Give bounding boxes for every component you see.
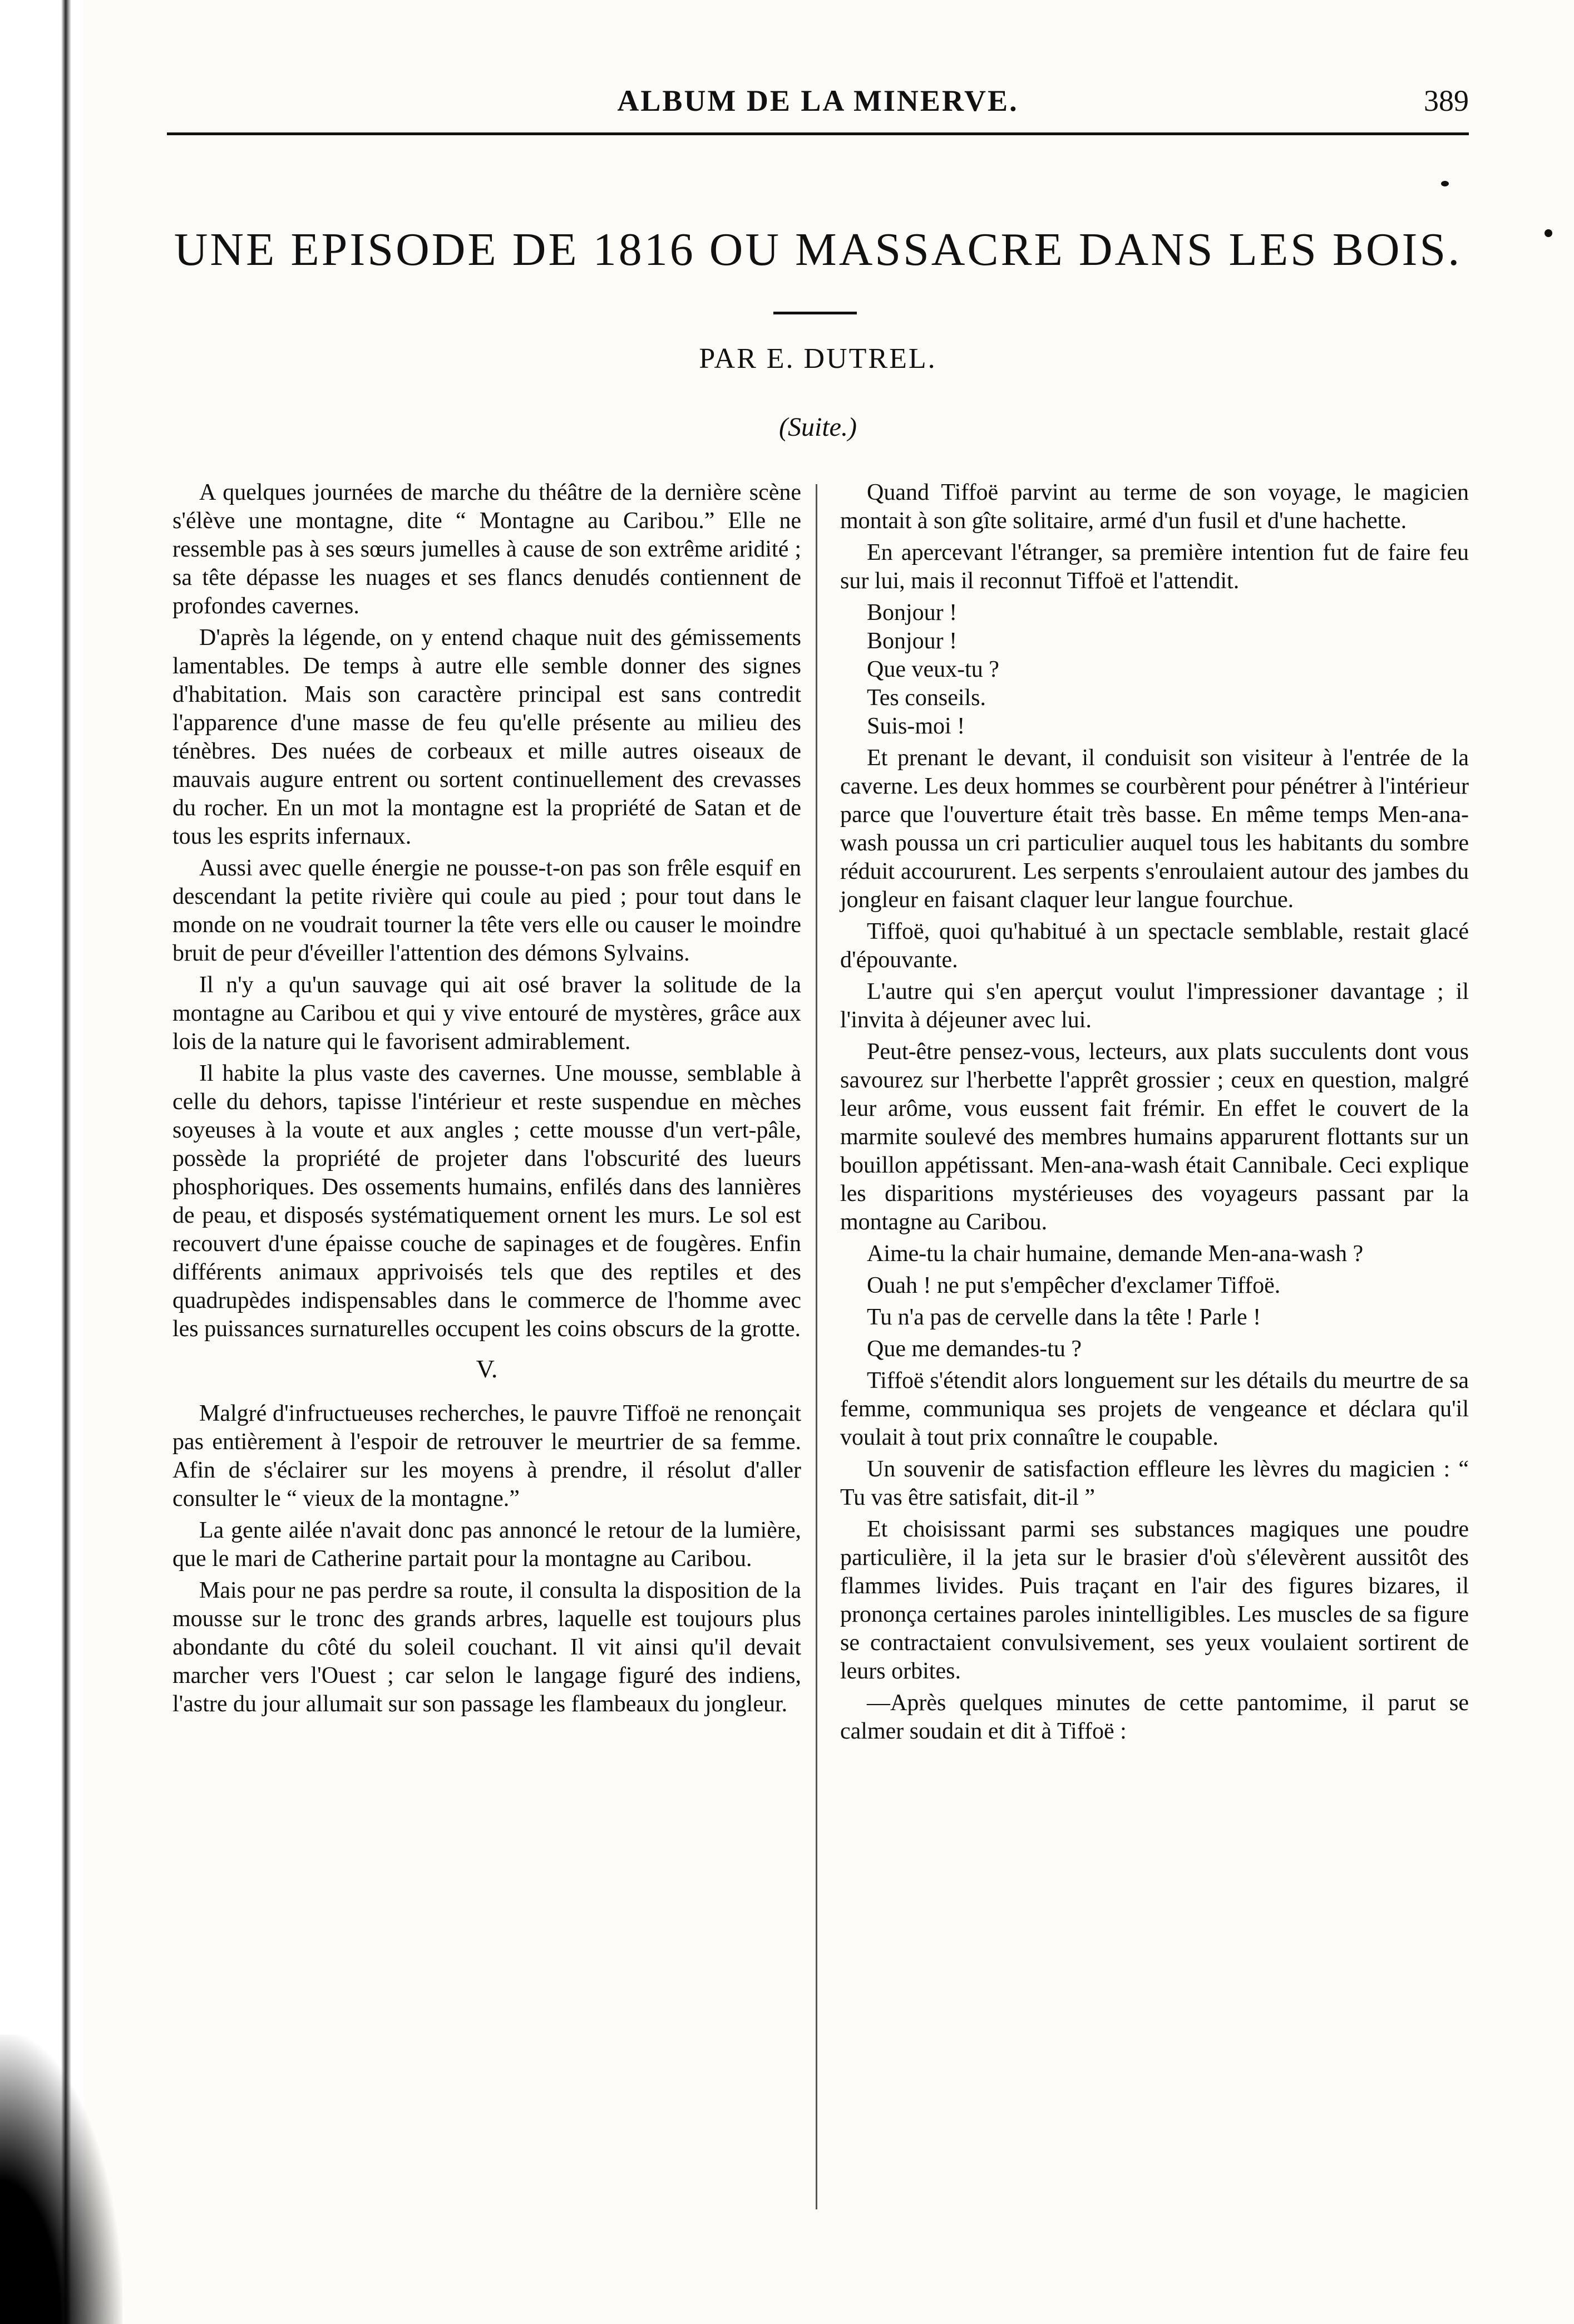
paragraph: —Après quelques minutes de cette pantomime, il parut se calmer soudain et dit à Tiffoë :	[840, 1690, 1469, 1744]
paragraph: Que me demandes-tu ?	[867, 1336, 1082, 1362]
binding-shadow	[0, 2035, 122, 2324]
column-divider	[816, 484, 817, 2209]
paragraph: A quelques journées de marche du théâtre de la dernière scène s'élève une montagne, dite “ Montagne au Caribou.” Elle ne ressemble pas à ses sœurs jumelles à cause de son extrême aridité ; sa tête dépasse les nuages et ses flancs denudés contiennent de profondes cavernes.	[172, 480, 801, 619]
paragraph: Aussi avec quelle énergie ne pousse-t-on pas son frêle esquif en descendant la petite rivière qui coule au pied ; pour tout dans le monde on ne voudrait tourner la tête vers elle ou causer le moindre bruit de peur d'éveiller l'attention des démons Sylvains.	[172, 855, 801, 966]
page-number: 389	[1424, 84, 1469, 117]
ink-speck	[1441, 181, 1449, 186]
running-head	[167, 78, 1469, 122]
paragraph: D'après la légende, on y entend chaque nuit des gémissements lamentables. De temps à autre elle semble donner des signes d'habitation. Mais son caractère principal est sans contredit l'apparence d'une masse de feu qu'elle présente au milieu des ténèbres. Des nuées de corbeaux et mille autres oiseaux de mauvais augure entrent ou sortent continuellement des crevasses du rocher. En un mot la montagne est la propriété de Satan et de tous les esprits infernaux.	[172, 625, 801, 849]
left-column	[172, 479, 801, 1722]
paragraph: La gente ailée n'avait donc pas annoncé le retour de la lumière, que le mari de Catherine partait pour la montagne au Caribou.	[172, 1518, 801, 1572]
paragraph: Ouah ! ne put s'empêcher d'exclamer Tiffoë.	[867, 1273, 1281, 1298]
paragraph: Tiffoë s'étendit alors longuement sur les détails du meurtre de sa femme, communiqua ses projets de vengeance et déclara qu'il voulait à tout prix connaître le coupable.	[840, 1368, 1469, 1450]
paragraph: Un souvenir de satisfaction effleure les lèvres du magicien : “ Tu vas être satisfait, dit-il ”	[840, 1456, 1469, 1510]
continuation-note: (Suite.)	[779, 412, 857, 442]
right-column	[840, 479, 1469, 1749]
dialogue-line: Bonjour !	[867, 600, 958, 626]
paragraph: Et prenant le devant, il conduisit son visiteur à l'entrée de la caverne. Les deux hommes se courbèrent pour pénétrer à l'intérieur parce que l'ouverture était très basse. En même temps Men-ana-wash poussa un cri particulier auquel tous les habitants du sombre réduit accoururent. Les serpents s'enroulaient autour des jambes du jongleur en faisant claquer leur langue fourchue.	[840, 745, 1469, 913]
paragraph: Aime-tu la chair humaine, demande Men-ana-wash ?	[867, 1241, 1364, 1267]
paragraph: Quand Tiffoë parvint au terme de son voyage, le magicien montait à son gîte solitaire, armé d'un fusil et d'une hachette.	[840, 480, 1469, 534]
header-rule	[167, 132, 1469, 135]
article-author: PAR E. DUTREL.	[699, 343, 937, 375]
dialogue-line: Suis-moi !	[867, 713, 965, 739]
running-title: ALBUM DE LA MINERVE.	[617, 84, 1019, 117]
paragraph: Il n'y a qu'un sauvage qui ait osé braver la solitude de la montagne au Caribou et qui y vive entouré de mystères, grâce aux lois de la nature qui le favorisent admirablement.	[172, 972, 801, 1055]
paragraph: Et choisissant parmi ses substances magiques une poudre particulière, il la jeta sur le brasier d'où s'élevèrent aussitôt des flammes livides. Puis traçant en l'air des figures bizares, il prononça certaines paroles inintelligibles. Les muscles de sa figure se contractaient convulsivement, ses yeux voulaient sortirent de leurs orbites.	[840, 1516, 1469, 1684]
ink-speck	[1545, 229, 1552, 237]
dialogue-line: Bonjour !	[867, 628, 958, 654]
paragraph: Tiffoë, quoi qu'habitué à un spectacle semblable, restait glacé d'épouvante.	[840, 919, 1469, 973]
title-rule	[773, 312, 857, 314]
article-title: UNE EPISODE DE 1816 OU MASSACRE DANS LES BOIS.	[174, 224, 1462, 275]
dialogue-line: Tes conseils.	[867, 685, 986, 711]
paragraph: Mais pour ne pas perdre sa route, il consulta la disposition de la mousse sur le tronc des grands arbres, laquelle est toujours plus abondante du côté du soleil couchant. Il vit ainsi qu'il devait marcher vers l'Ouest ; car selon le langage figuré des indiens, l'astre du jour allumait sur son passage les flambeaux du jongleur.	[172, 1578, 801, 1717]
paragraph: Peut-être pensez-vous, lecteurs, aux plats succulents dont vous savourez sur l'herbette l'apprêt grossier ; ceux en question, malgré leur arôme, vous eussent fait frémir. En effet le couvert de la marmite soulevé des membres humains apparurent flottants sur un bouillon appétissant. Men-ana-wash était Cannibale. Ceci explique les disparitions mystérieuses des voyageurs passant par la montagne au Caribou.	[840, 1039, 1469, 1235]
dialogue-line: Que veux-tu ?	[867, 657, 999, 682]
section-heading: V.	[476, 1355, 498, 1383]
paragraph: Tu n'a pas de cervelle dans la tête ! Parle !	[867, 1304, 1261, 1330]
paragraph: Il habite la plus vaste des cavernes. Une mousse, semblable à celle du dehors, tapisse l'intérieur et reste suspendue en mèches soyeuses à la voute et aux angles ; cette mousse d'un vert-pâle, possède la propriété de projeter dans l'obscurité des lueurs phosphoriques. Des ossements humains, enfilés dans des lannières de peau, et disposés systématiquement ornent les murs. Le sol est recouvert d'une épaisse couche de sapinages et de fougères. Enfin différents animaux apprivoisés tels que des reptiles et des quadrupèdes indispensables dans le commerce de l'homme avec les puissances surnaturelles occupent les coins obscurs de la grotte.	[172, 1061, 801, 1342]
paragraph: En apercevant l'étranger, sa première intention fut de faire feu sur lui, mais il reconnut Tiffoë et l'attendit.	[840, 540, 1469, 594]
page-binding-edge	[0, 0, 83, 2324]
paragraph: L'autre qui s'en aperçut voulut l'impressioner davantage ; il l'invita à déjeuner avec lui.	[840, 979, 1469, 1033]
paragraph: Malgré d'infructueuses recherches, le pauvre Tiffoë ne renonçait pas entièrement à l'espoir de retrouver le meurtrier de sa femme. Afin de s'éclairer sur les moyens à prendre, il résolut d'aller consulter le “ vieux de la montagne.”	[172, 1401, 801, 1511]
